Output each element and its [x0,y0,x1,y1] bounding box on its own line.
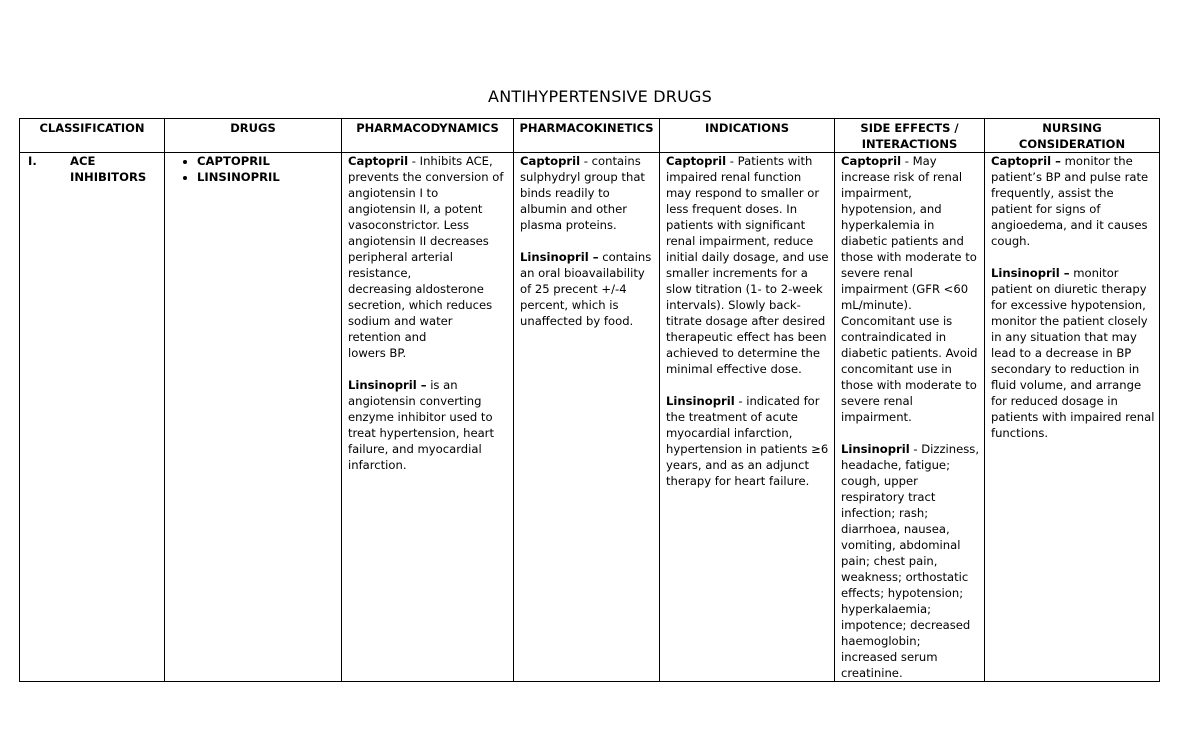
side-effects-cell [835,153,985,682]
pharmacokinetics-cell [514,153,660,682]
classification-cell [20,153,165,682]
header-pharmacodynamics: PHARMACODYNAMICS [342,119,514,153]
linsinopril-side-effects: Linsinopril - Dizziness, headache, fatigue; cough, upper respiratory tract infection; rash; diarrhoea, nausea, vomiting, abdominal pain; chest pain, weakness; orthostatic effects; hypotension; hyperkalaemia; impotence; decreased haemoglobin; increased serum creatinine. [841,442,980,680]
captopril-pharmacodynamics: Captopril - Inhibits ACE, prevents the conversion of angiotensin I to angiotensin II, a potent vasoconstrictor. Less angiotensin II decreases peripheral arterial resistance, decreasing aldosterone secretion, which reduces sodium and water retention and lowers BP. [348,154,504,360]
header-classification: CLASSIFICATION [20,119,165,153]
header-row [20,119,1160,153]
nursing-consideration-cell [985,153,1160,682]
table-row [20,153,1160,682]
linsinopril-pharmacokinetics: Linsinopril – contains an oral bioavailability of 25 precent +/-4 percent, which is unaffected by food. [520,250,652,328]
linsinopril-indications: Linsinopril - indicated for the treatment of acute myocardial infarction, hypertension in patients ≥6 years, and as an adjunct therapy for heart failure. [666,394,829,488]
drug-list [171,153,337,185]
header-pharmacokinetics: PHARMACOKINETICS [514,119,660,153]
captopril-side-effects: Captopril - May increase risk of renal impairment, hypotension, and hyperkalemia in diabetic patients and those with moderate to severe renal impairment (GFR <60 mL/minute). Concomitant use is contraindicated in diabetic patients. Avoid concomitant use in those with moderate to severe renal impairment. [841,154,978,424]
captopril-nursing: Captopril – monitor the patient’s BP and pulse rate frequently, assist the patient for signs of angioedema, and it causes cough. [991,154,1149,248]
header-nursing-consideration: NURSING CONSIDERATION [985,119,1160,153]
captopril-pharmacokinetics: Captopril - contains sulphydryl group that binds readily to albumin and other plasma proteins. [520,154,645,232]
header-indications: INDICATIONS [660,119,835,153]
captopril-indications: Captopril - Patients with impaired renal function may respond to smaller or less frequent doses. In patients with significant renal impairment, reduce initial daily dosage, and use smaller increments for a slow titration (1- to 2-week intervals). Slowly back-titrate dosage after desired therapeutic effect has been achieved to determine the minimal effective dose. [666,154,829,376]
linsinopril-nursing: Linsinopril – monitor patient on diuretic therapy for excessive hypotension, monitor the patient closely in any situation that may lead to a decrease in BP secondary to reduction in fluid volume, and arrange for reduced dosage in patients with impaired renal functions. [991,266,1155,440]
list-item: • LINSINOPRIL [197,169,337,185]
class-name: ACE INHIBITORS [70,154,147,184]
drugs-cell [165,153,342,682]
drug-table [19,118,1160,682]
header-drugs: DRUGS [165,119,342,153]
class-number: I. [28,154,37,168]
linsinopril-pharmacodynamics: Linsinopril – is an angiotensin converting enzyme inhibitor used to treat hypertension, heart failure, and myocardial infarction. [348,378,494,472]
pharmacodynamics-cell [342,153,514,682]
indications-cell [660,153,835,682]
list-item: • CAPTOPRIL [197,153,337,169]
header-side-effects: SIDE EFFECTS / INTERACTIONS [835,119,985,153]
document-title: ANTIHYPERTENSIVE DRUGS [488,87,712,106]
